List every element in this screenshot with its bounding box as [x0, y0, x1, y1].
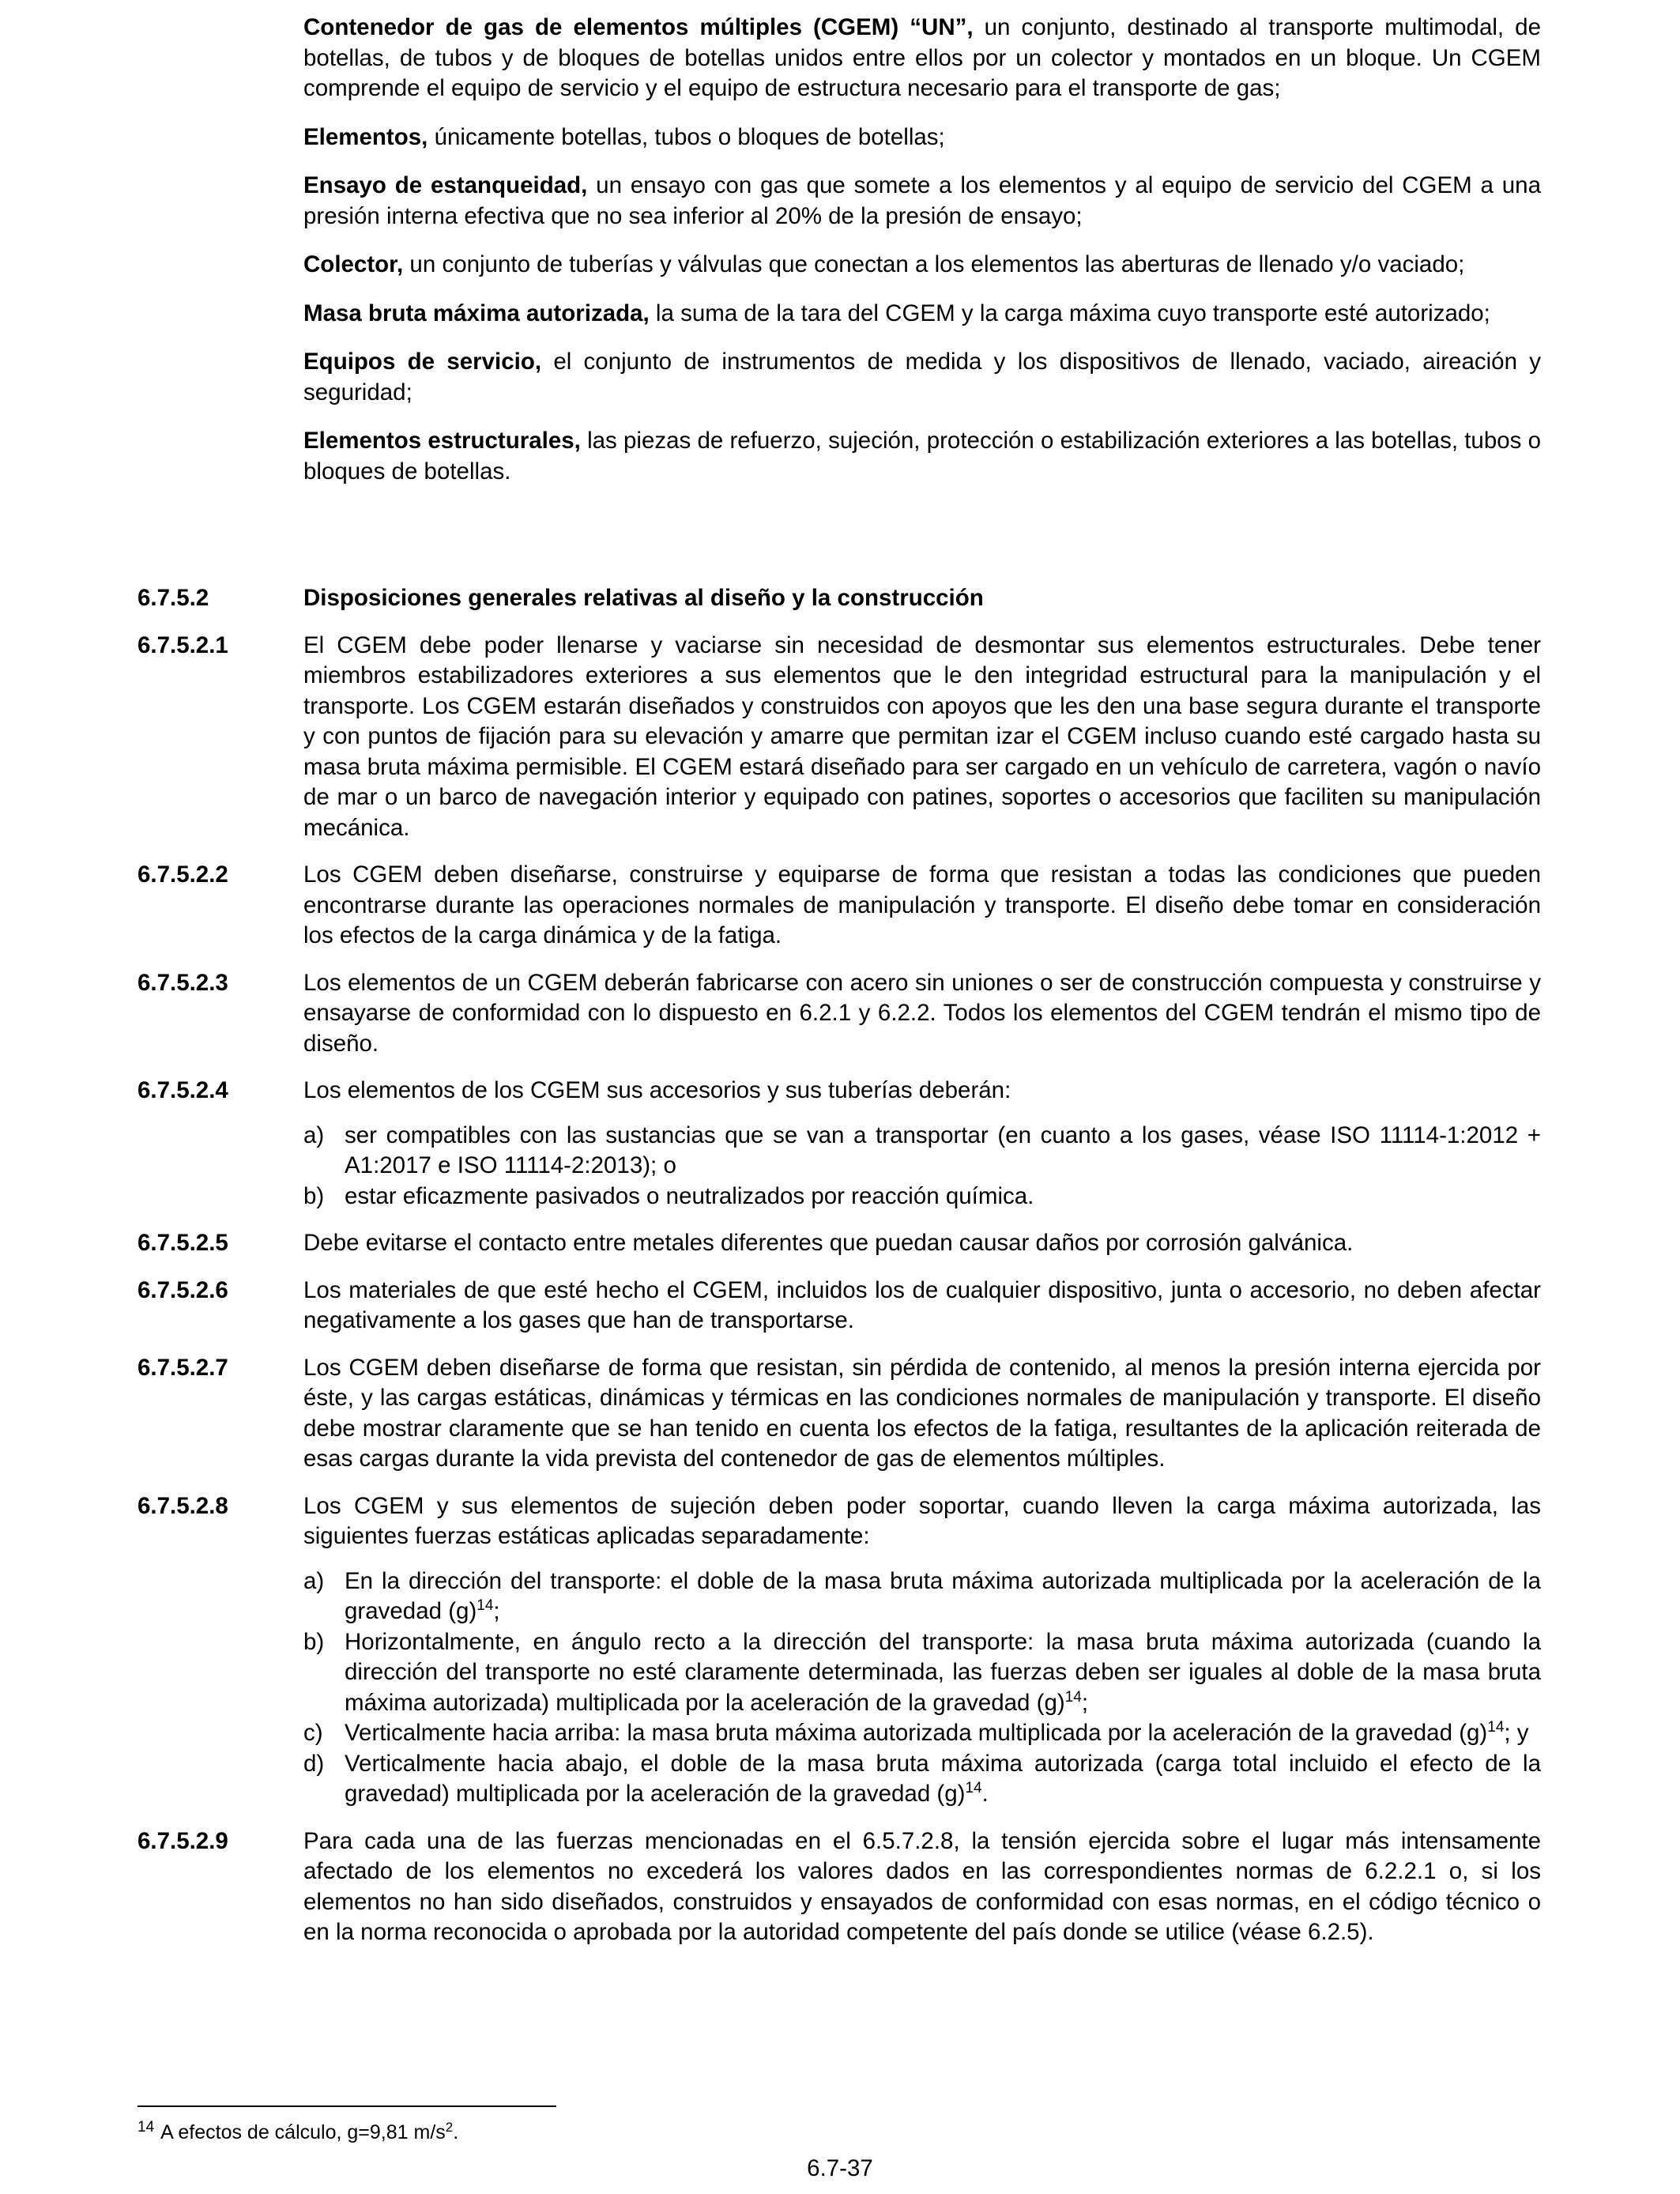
list-item-label: b) — [303, 1182, 325, 1209]
definition-cgem — [303, 13, 1541, 104]
footnote-mark: 14 — [137, 2119, 155, 2136]
paragraph-6-7-5-2-5 — [137, 1228, 1541, 1259]
footnote-reference: 14 — [1487, 1719, 1505, 1736]
list-item-text: estar eficazmente pasivados o neutralizados por reacción química. — [345, 1182, 1034, 1209]
list-item-label: c) — [303, 1720, 323, 1746]
paragraph-6-7-5-2-2 — [137, 860, 1541, 952]
list-item-label: b) — [303, 1628, 325, 1655]
paragraph-text: Los CGEM y sus elementos de sujeción deben poder soportar, cuando lleven la carga máxima autorizada, las siguientes fuerzas estáticas aplicadas separadamente: — [303, 1492, 1541, 1549]
definition-text: las piezas de refuerzo, sujeción, protección o estabilización exteriores a las botellas, tubos o bloques de botellas. — [303, 428, 1541, 484]
paragraph-text: Para cada una de las fuerzas mencionadas en el 6.5.7.2.8, la tensión ejercida sobre el lugar más intensamente afectado de los elementos no excederá los valores dados en las correspondientes normas de 6.2.2.1 o, si los elementos no han sido diseñados, construidos y ensayados de conformidad con esas normas, en el código técnico o en la norma reconocida o aprobada por la autoridad competente del país donde se utilice (véase 6.2.5). — [303, 1827, 1541, 1945]
paragraph-text: Los materiales de que esté hecho el CGEM, incluidos los de cualquier dispositivo, junta o accesorio, no deben afectar negativamente a los gases que han de transportarse. — [303, 1276, 1541, 1333]
list-item-label: a) — [303, 1567, 325, 1594]
definition-text: un conjunto, destinado al transporte multimodal, de botellas, de tubos y de bloques de botellas unidos entre ellos por un colector y montados en un bloque. Un CGEM comprende el equipo de servicio y el equipo de estructura necesario para el transporte de gas; — [303, 14, 1541, 101]
definition-text: el conjunto de instrumentos de medida y los dispositivos de llenado, vaciado, aireación y seguridad; — [303, 349, 1541, 405]
list-item-text: Verticalmente hacia arriba: la masa bruta máxima autorizada multiplicada por la aceleración de la gravedad (g) — [345, 1720, 1488, 1746]
definition-text: la suma de la tara del CGEM y la carga máxima cuyo transporte esté autorizado; — [649, 300, 1490, 326]
definition-text: un conjunto de tuberías y válvulas que conectan a los elementos las aberturas de llenado y/o vaciado; — [403, 251, 1465, 277]
paragraph-text: Debe evitarse el contacto entre metales diferentes que puedan causar daños por corrosión galvánica. — [303, 1230, 1354, 1256]
definition-term: Ensayo de estanqueidad, — [303, 172, 588, 198]
paragraph-number: 6.7.5.2.5 — [137, 1230, 228, 1256]
footnote-reference: 14 — [965, 1780, 982, 1796]
paragraph-number: 6.7.5.2.6 — [137, 1276, 228, 1303]
paragraph-text: Los CGEM deben diseñarse, construirse y equiparse de forma que resistan a todas las condiciones que pueden encontrarse durante las operaciones normales de manipulación y transporte. El diseño debe tomar en consideración los efectos de la carga dinámica y de la fatiga. — [303, 861, 1541, 948]
definition-equipos-servicio — [303, 347, 1541, 408]
section-6-7-5-2 — [137, 583, 1541, 1965]
definition-term: Equipos de servicio, — [303, 349, 542, 375]
footnote — [137, 2120, 458, 2145]
paragraph-number: 6.7.5.2.4 — [137, 1077, 228, 1103]
paragraph-number: 6.7.5.2.7 — [137, 1354, 228, 1381]
definition-elementos — [303, 123, 1541, 153]
paragraph-text: Los CGEM deben diseñarse de forma que resistan, sin pérdida de contenido, al menos la presión interna ejercida por éste, y las cargas estáticas, dinámicas y térmicas en las condiciones normales de manipulación y transporte. El diseño debe mostrar claramente que se han tenido en cuenta los efectos de la fatiga, resultantes de la aplicación reiterada de esas cargas durante la vida prevista del contenedor de gas de elementos múltiples. — [303, 1354, 1541, 1472]
list-item-tail: ; — [493, 1598, 500, 1624]
item-list — [303, 1566, 1541, 1810]
footnote-superscript: 2 — [445, 2120, 454, 2135]
definition-term: Contenedor de gas de elementos múltiples (CGEM) “UN”, — [303, 14, 974, 40]
definition-text: un ensayo con gas que somete a los elementos y al equipo de servicio del CGEM a una presión interna efectiva que no sea inferior al 20% de la presión de ensayo; — [303, 172, 1541, 229]
paragraph-6-7-5-2-6 — [137, 1276, 1541, 1336]
section-number: 6.7.5.2 — [137, 585, 209, 611]
footnote-reference: 14 — [1064, 1688, 1082, 1706]
paragraph-text: Los elementos de los CGEM sus accesorios y sus tuberías deberán: — [303, 1077, 1011, 1103]
paragraph-6-7-5-2-4 — [137, 1076, 1541, 1212]
paragraph-6-7-5-2-7 — [137, 1353, 1541, 1475]
paragraph-body — [303, 1076, 1541, 1212]
page-number: 6.7-37 — [807, 2155, 873, 2181]
paragraph-number: 6.7.5.2.8 — [137, 1492, 228, 1519]
definition-masa-bruta — [303, 299, 1541, 330]
paragraph-number: 6.7.5.2.2 — [137, 861, 228, 888]
list-item-content — [345, 1627, 1541, 1719]
footnote-tail: . — [453, 2121, 459, 2143]
list-item — [303, 1182, 1541, 1212]
list-item — [303, 1718, 1541, 1749]
paragraph-text: Los elementos de un CGEM deberán fabricarse con acero sin uniones o ser de construcción compuesta y construirse y ensayarse de conformidad con lo dispuesto en 6.2.1 y 6.2.2. Todos los elementos del CGEM tendrán el mismo tipo de diseño. — [303, 969, 1541, 1057]
footnote-separator — [137, 2105, 556, 2107]
list-item-text: Horizontalmente, en ángulo recto a la dirección del transporte: la masa bruta máxima autorizada (cuando la dirección del transporte no esté claramente determinada, las fuerzas deben ser iguales al doble de la masa bruta máxima autorizada) multiplicada por la aceleración de la gravedad (g) — [345, 1628, 1541, 1716]
definition-text: únicamente botellas, tubos o bloques de botellas; — [428, 123, 945, 150]
item-list — [303, 1121, 1541, 1212]
definition-term: Elementos, — [303, 123, 428, 150]
paragraph-body — [303, 1491, 1541, 1810]
paragraph-6-7-5-2-8 — [137, 1491, 1541, 1810]
list-item-content — [345, 1749, 1541, 1810]
section-heading — [137, 583, 1541, 614]
list-item-label: a) — [303, 1122, 325, 1148]
list-item — [303, 1627, 1541, 1719]
definition-term: Elementos estructurales, — [303, 428, 581, 454]
list-item-text: ser compatibles con las sustancias que se van a transportar (en cuanto a los gases, véase ISO 11114-1:2012 + A1:2017 e ISO 11114-2:2013); o — [345, 1122, 1541, 1178]
list-item-tail: ; — [1081, 1689, 1089, 1716]
definitions-list — [303, 13, 1541, 487]
definition-term: Colector, — [303, 251, 404, 277]
list-item-tail: ; y — [1504, 1720, 1529, 1746]
paragraph-6-7-5-2-3 — [137, 968, 1541, 1060]
footnote-text: A efectos de cálculo, g=9,81 m/s — [160, 2121, 446, 2143]
paragraph-number: 6.7.5.2.9 — [137, 1827, 228, 1854]
paragraph-text: El CGEM debe poder llenarse y vaciarse sin necesidad de desmontar sus elementos estructurales. Debe tener miembros estabilizadores exteriores a sus elementos que le den integridad estructural para la manipulación y el transporte. Los CGEM estarán diseñados y construidos con apoyos que les den una base segura durante el transporte y con puntos de fijación para su elevación y amarre que permitan izar el CGEM incluso cuando esté cargado hasta su masa bruta máxima permisible. El CGEM estará diseñado para ser cargado en un vehículo de carretera, vagón o navío de mar o un barco de navegación interior y equipado con patines, soportes o accesorios que faciliten su manipulación mecánica. — [303, 631, 1541, 841]
section-title: Disposiciones generales relativas al diseño y la construcción — [303, 585, 984, 611]
list-item — [303, 1121, 1541, 1182]
footnote-reference: 14 — [477, 1597, 494, 1614]
list-item-text: En la dirección del transporte: el doble de la masa bruta máxima autorizada multiplicada por la aceleración de la gravedad (g) — [345, 1567, 1541, 1624]
definition-elementos-estructurales — [303, 426, 1541, 487]
definition-term: Masa bruta máxima autorizada, — [303, 300, 650, 326]
paragraph-number: 6.7.5.2.3 — [137, 969, 228, 996]
list-item-content — [345, 1718, 1541, 1749]
definition-colector — [303, 250, 1541, 281]
list-item — [303, 1749, 1541, 1810]
list-item-text: Verticalmente hacia abajo, el doble de la masa bruta máxima autorizada (carga total incluido el efecto de la gravedad) multiplicada por la aceleración de la gravedad (g) — [345, 1750, 1541, 1807]
list-item-tail: . — [981, 1781, 989, 1807]
paragraph-6-7-5-2-1 — [137, 631, 1541, 844]
list-item — [303, 1566, 1541, 1627]
paragraph-6-7-5-2-9 — [137, 1826, 1541, 1948]
definition-ensayo-estanqueidad — [303, 171, 1541, 232]
list-item-label: d) — [303, 1750, 325, 1777]
list-item-content — [345, 1566, 1541, 1627]
paragraph-number: 6.7.5.2.1 — [137, 631, 228, 658]
